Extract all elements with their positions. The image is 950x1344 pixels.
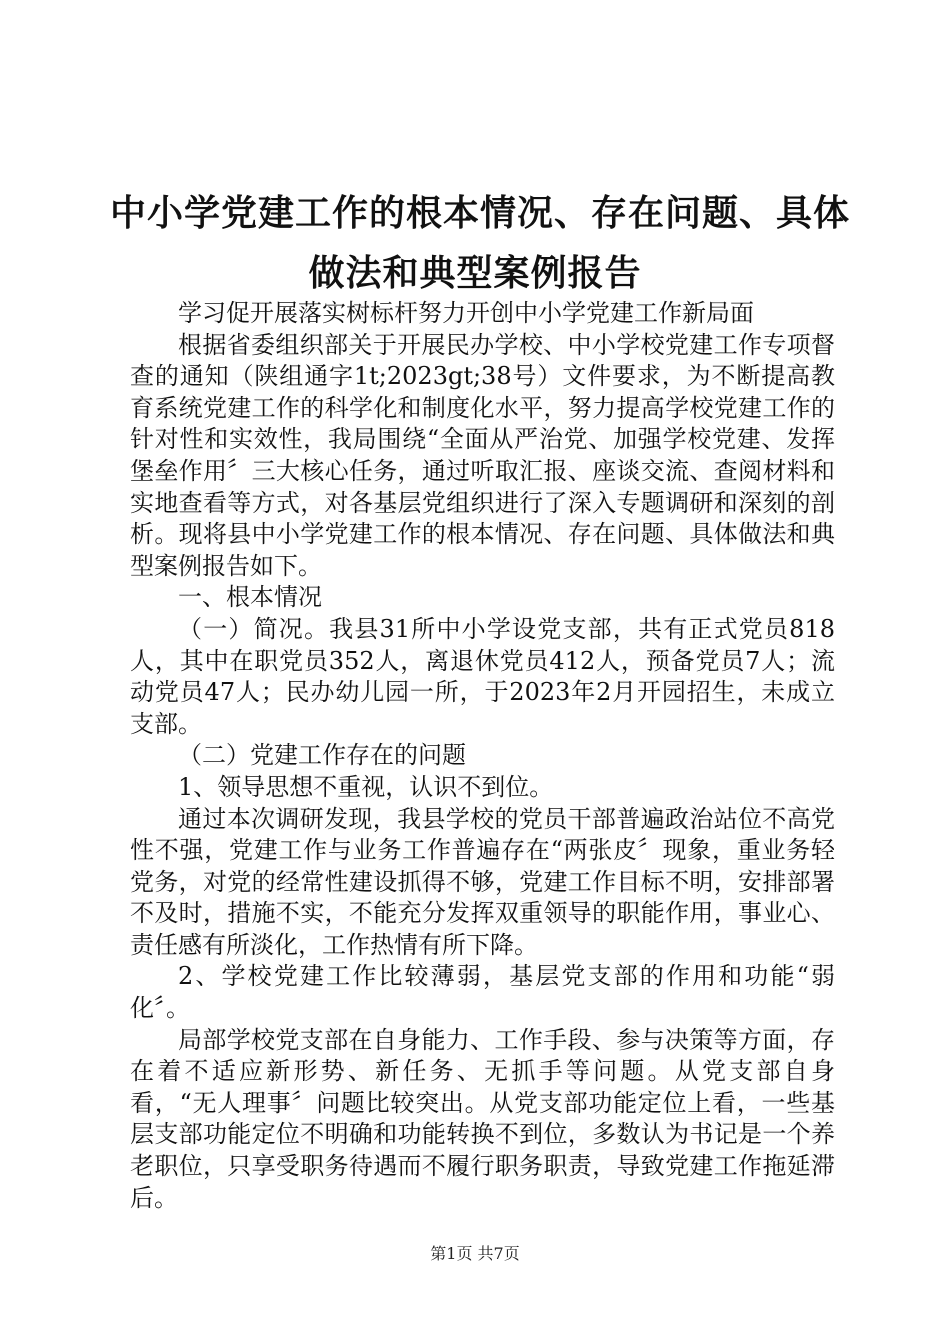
intro-paragraph: 根据省委组织部关于开展民办学校、中小学校党建工作专项督查的通知（陕组通字1t;2023gt;38号）文件要求，为不断提高教育系统党建工作的科学化和制度化水平，努力提高学校党建工作的针对性和实效性，我局围绕“全面从严治党、加强学校党建、发挥堡垒作用〞三大核心任务，通过听取汇报、座谈交流、查阅材料和实地查看等方式，对各基层党组织进行了深入专题调研和深刻的剖析。现将县中小学党建工作的根本情况、存在问题、具体做法和典型案例报告如下。 bbox=[130, 330, 835, 580]
page-number-footer: 第1页 共7页 bbox=[430, 1244, 520, 1263]
title-line-2: 做法和典型案例报告 bbox=[308, 253, 642, 294]
document-body bbox=[130, 298, 835, 1214]
overview-paragraph: （一）简况。我县31所中小学设党支部，共有正式党员818人，其中在职党员352人，离退休党员412人，预备党员7人；流动党员47人；民办幼儿园一所，于2023年2月开园招生，未成立支部。 bbox=[130, 614, 835, 738]
title-line-1: 中小学党建工作的根本情况、存在问题、具体 bbox=[110, 193, 851, 234]
problem-heading-2: 2、学校党建工作比较薄弱，基层党支部的作用和功能“弱化〞。 bbox=[130, 962, 835, 1023]
subtitle-paragraph: 学习促开展落实树标杆努力开创中小学党建工作新局面 bbox=[178, 299, 754, 327]
problem-heading-1: 1、领导思想不重视，认识不到位。 bbox=[178, 772, 554, 801]
problem-paragraph-2: 局部学校党支部在自身能力、工作手段、参与决策等方面，存在着不适应新形势、新任务、无抓手等问题。从党支部自身看，“无人理事〞问题比较突出。从党支部功能定位上看，一些基层支部功能定位不明确和功能转换不到位，多数认为书记是一个养老职位，只享受职务待遇而不履行职务职责，导致党建工作拖延滞后。 bbox=[130, 1025, 835, 1212]
section-heading: 一、根本情况 bbox=[178, 583, 322, 612]
subsection-heading: （二）党建工作存在的问题 bbox=[178, 741, 466, 770]
problem-paragraph-1: 通过本次调研发现，我县学校的党员干部普遍政治站位不高党性不强，党建工作与业务工作普遍存在“两张皮〞现象，重业务轻党务，对党的经常性建设抓得不够，党建工作目标不明，安排部署不及时，措施不实，不能充分发挥双重领导的职能作用，事业心、责任感有所淡化，工作热情有所下降。 bbox=[130, 804, 835, 959]
document-title bbox=[110, 184, 851, 304]
